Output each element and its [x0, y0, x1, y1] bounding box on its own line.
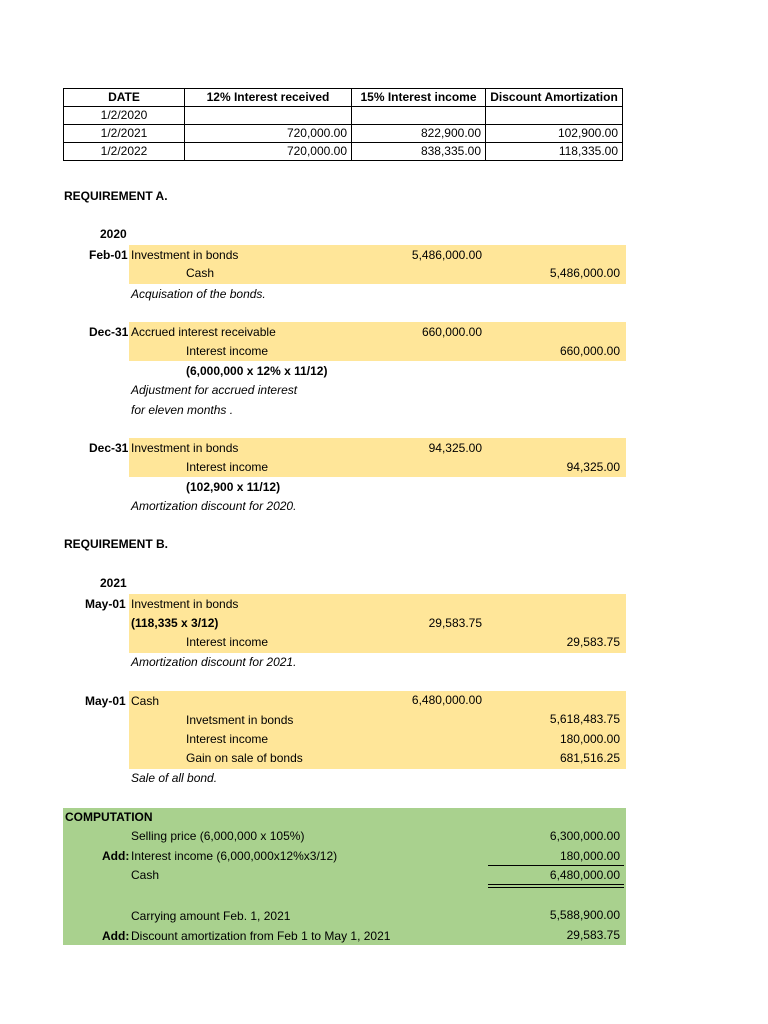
cell-discount-amortization: 102,900.00 — [486, 125, 623, 143]
credit-account: Gain on sale of bonds — [186, 751, 303, 765]
computation-label: Cash — [131, 868, 160, 882]
table-row — [64, 125, 623, 143]
computation-label: Carrying amount Feb. 1, 2021 — [131, 909, 291, 923]
entry-memo: for eleven months . — [131, 403, 234, 417]
credit-amount: 660,000.00 — [559, 344, 620, 358]
entry-memo: Amortization discount for 2021. — [131, 655, 297, 669]
credit-amount: 5,486,000.00 — [549, 266, 620, 280]
header-discount-amortization: Discount Amortization — [486, 89, 623, 107]
debit-amount: 29,583.75 — [428, 616, 482, 630]
computation-title: COMPUTATION — [65, 810, 153, 824]
year-2020: 2020 — [100, 227, 127, 241]
calculation-note: (6,000,000 x 12% x 11/12) — [186, 364, 328, 378]
header-interest-income: 15% Interest income — [352, 89, 486, 107]
debit-amount: 5,486,000.00 — [411, 248, 482, 262]
schedule-header-row — [64, 89, 623, 107]
add-prefix: Add: — [102, 929, 130, 943]
total-double-rule-bottom — [488, 887, 624, 888]
debit-account: Accrued interest receivable — [131, 325, 276, 339]
computation-amount: 180,000.00 — [559, 849, 620, 863]
entry-memo: Sale of all bond. — [131, 771, 218, 785]
year-2021: 2021 — [100, 576, 127, 590]
table-row — [64, 143, 623, 161]
credit-account: Interest income — [186, 635, 269, 649]
computation-label: Discount amortization from Feb 1 to May 1, 2021 — [131, 929, 391, 943]
requirement-b-title: REQUIREMENT B. — [64, 537, 169, 551]
debit-account: Cash — [131, 694, 160, 708]
debit-account: Investment in bonds — [131, 441, 239, 455]
debit-amount: 94,325.00 — [428, 441, 482, 455]
subtotal-rule — [488, 865, 624, 866]
computation-label: Interest income (6,000,000x12%x3/12) — [131, 849, 338, 863]
entry-date: Dec-31 — [89, 325, 129, 339]
cell-interest-received — [185, 107, 352, 125]
debit-amount: 660,000.00 — [421, 325, 482, 339]
cell-date: 1/2/2022 — [64, 143, 185, 161]
credit-account: Interest income — [186, 460, 269, 474]
cell-discount-amortization: 118,335.00 — [486, 143, 623, 161]
entry-date: Feb-01 — [89, 248, 128, 262]
debit-amount: 6,480,000.00 — [411, 693, 482, 707]
computation-amount: 29,583.75 — [566, 928, 620, 942]
calculation-note: (102,900 x 11/12) — [186, 480, 281, 494]
credit-account: Cash — [186, 266, 215, 280]
entry-date: May-01 — [85, 597, 126, 611]
header-date: DATE — [64, 89, 185, 107]
debit-account: Investment in bonds — [131, 597, 239, 611]
table-row — [64, 107, 623, 125]
total-double-rule-top — [488, 884, 624, 885]
cell-discount-amortization — [486, 107, 623, 125]
credit-amount: 94,325.00 — [566, 460, 620, 474]
header-interest-received: 12% Interest received — [185, 89, 352, 107]
requirement-a-title: REQUIREMENT A. — [64, 189, 168, 203]
add-prefix: Add: — [102, 849, 130, 863]
entry-date: May-01 — [85, 694, 126, 708]
entry-date: Dec-31 — [89, 441, 129, 455]
credit-amount: 29,583.75 — [566, 635, 620, 649]
credit-amount: 681,516.25 — [559, 751, 620, 765]
entry-memo: Adjustment for accrued interest — [131, 383, 298, 397]
cell-date: 1/2/2020 — [64, 107, 185, 125]
cell-interest-received: 720,000.00 — [185, 125, 352, 143]
credit-account: Interest income — [186, 732, 269, 746]
amortization-schedule — [63, 88, 623, 161]
credit-account: Interest income — [186, 344, 269, 358]
cell-interest-income: 838,335.00 — [352, 143, 486, 161]
cell-date: 1/2/2021 — [64, 125, 185, 143]
credit-amount: 180,000.00 — [559, 732, 620, 746]
computation-label: Selling price (6,000,000 x 105%) — [131, 829, 305, 843]
cell-interest-received: 720,000.00 — [185, 143, 352, 161]
entry-memo: Acquisation of the bonds. — [131, 287, 266, 301]
credit-amount: 5,618,483.75 — [549, 712, 620, 726]
cell-interest-income — [352, 107, 486, 125]
debit-account: Investment in bonds — [131, 248, 239, 262]
computation-amount: 6,480,000.00 — [549, 868, 620, 882]
cell-interest-income: 822,900.00 — [352, 125, 486, 143]
entry-memo: Amortization discount for 2020. — [131, 499, 297, 513]
calculation-note: (118,335 x 3/12) — [131, 616, 219, 630]
computation-amount: 6,300,000.00 — [549, 829, 620, 843]
credit-account: Invetsment in bonds — [186, 713, 294, 727]
computation-amount: 5,588,900.00 — [549, 908, 620, 922]
